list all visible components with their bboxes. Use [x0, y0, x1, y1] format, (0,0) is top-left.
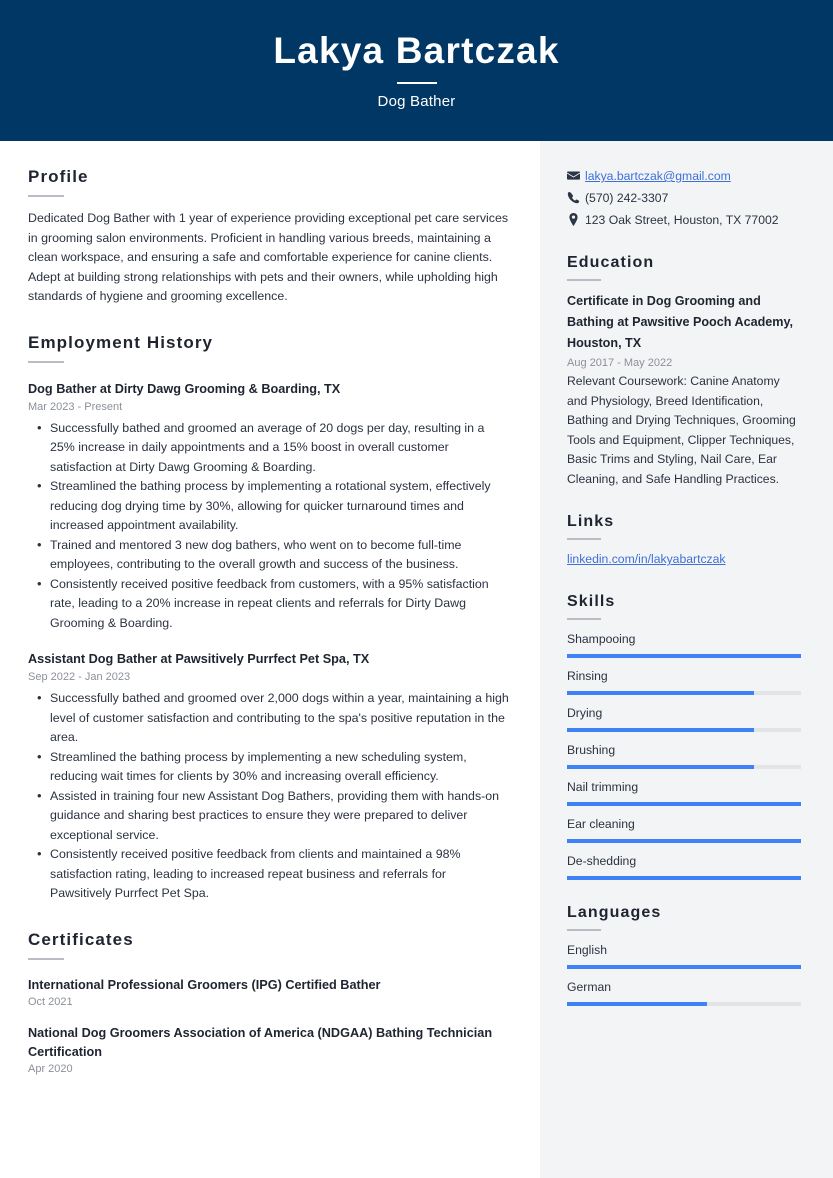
skill-bar-fill	[567, 765, 754, 769]
heading-rule	[567, 538, 601, 540]
heading-rule	[28, 361, 64, 363]
skill-item	[567, 704, 801, 732]
skill-bar-track	[567, 728, 801, 732]
main-column	[0, 141, 540, 1178]
job-bullet: • Consistently received positive feedback from customers, with a 95% satisfaction rate, leading to a 20% increase in repeat clients and referrals for Dirty Dawg Grooming & Boarding.	[28, 575, 510, 634]
profile-heading: Profile	[28, 167, 89, 186]
certificate-title: International Professional Groomers (IPG) Certified Bather	[28, 977, 381, 992]
heading-rule	[567, 929, 601, 931]
section-contact	[567, 167, 801, 230]
skill-bar-fill	[567, 691, 754, 695]
skill-label: Rinsing	[567, 669, 608, 683]
education-title: Certificate in Dog Grooming and Bathing at Pawsitive Pooch Academy, Houston, TX	[567, 294, 794, 350]
job-bullet: • Streamlined the bathing process by implementing a new scheduling system, reducing wait times for clients by 30% and increasing overall efficiency.	[28, 748, 510, 787]
section-employment-history	[28, 333, 510, 904]
job-bullet-list	[28, 419, 510, 634]
email-link[interactable]: lakya.bartczak@gmail.com	[585, 169, 731, 183]
skill-bar-track	[567, 802, 801, 806]
skill-label: Drying	[567, 706, 603, 720]
skill-item	[567, 667, 801, 695]
job-title: Dog Bather at Dirty Dawg Grooming & Boarding, TX	[28, 381, 341, 396]
skill-bar-fill	[567, 802, 801, 806]
heading-rule	[28, 958, 64, 960]
language-bar-fill	[567, 965, 801, 969]
job-entry	[28, 381, 510, 634]
heading-rule	[567, 279, 601, 281]
section-certificates	[28, 930, 510, 1075]
certificate-entry	[28, 1024, 510, 1075]
certificate-entry	[28, 976, 510, 1008]
skill-bar-fill	[567, 654, 801, 658]
skill-bar-track	[567, 765, 801, 769]
phone-number: (570) 242-3307	[585, 191, 669, 205]
job-bullet: • Successfully bathed and groomed an average of 20 dogs per day, resulting in a 25% increase in daily appointments and a 15% boost in overall customer satisfaction at Dirty Dawg Grooming & Boarding.	[28, 419, 510, 478]
skill-label: De-shedding	[567, 854, 637, 868]
skill-item	[567, 815, 801, 843]
section-languages	[567, 904, 801, 1006]
skill-bar-fill	[567, 728, 754, 732]
job-bullet: • Assisted in training four new Assistant Dog Bathers, providing them with hands-on guidance and sharing best practices to ensure they were prepared to deliver exceptional service.	[28, 787, 510, 846]
skill-bar-fill	[567, 876, 801, 880]
job-entry	[28, 651, 510, 904]
phone-icon	[567, 189, 585, 204]
envelope-icon	[567, 167, 585, 182]
certificate-title: National Dog Groomers Association of America (NDGAA) Bathing Technician Certification	[28, 1025, 493, 1059]
resume-body	[0, 141, 833, 1178]
certificates-heading: Certificates	[28, 929, 134, 949]
skill-bar-track	[567, 839, 801, 843]
contact-phone-row	[567, 189, 801, 208]
contact-email-row	[567, 167, 801, 186]
education-description: Relevant Coursework: Canine Anatomy and Physiology, Breed Identification, Bathing and Drying Techniques, Grooming Tools and Equipment, Clipper Techniques, Basic Trims and Styling, Nail Care, Ear Cleaning, and Safe Handling Practices.	[567, 374, 796, 486]
employment-heading: Employment History	[28, 332, 214, 352]
job-bullet: • Trained and mentored 3 new dog bathers, who went on to become full-time employees, contributing to the overall growth and success of the business.	[28, 536, 510, 575]
resume-header	[0, 0, 833, 141]
links-heading: Links	[567, 513, 615, 530]
skill-label: Shampooing	[567, 632, 636, 646]
section-profile	[28, 167, 510, 307]
job-date: Sep 2022 - Jan 2023	[28, 671, 131, 683]
contact-address-row	[567, 211, 801, 230]
language-label: German	[567, 980, 612, 994]
linkedin-link[interactable]: linkedin.com/in/lakyabartczak	[567, 552, 726, 566]
language-bar-fill	[567, 1002, 707, 1006]
skills-heading: Skills	[567, 593, 616, 610]
language-item	[567, 978, 801, 1006]
job-bullet: • Successfully bathed and groomed over 2,000 dogs within a year, maintaining a high level of customer satisfaction and contributing to the spa's positive reputation in the area.	[28, 689, 510, 748]
skill-bar-track	[567, 691, 801, 695]
skill-label: Nail trimming	[567, 780, 639, 794]
heading-rule	[567, 618, 601, 620]
job-bullet: • Streamlined the bathing process by implementing a rotational system, effectively reducing dog drying time by 30%, allowing for quicker turnaround times and increased appointment availability.	[28, 477, 510, 536]
certificate-date: Oct 2021	[28, 995, 73, 1008]
skill-item	[567, 741, 801, 769]
job-bullet: • Consistently received positive feedback from clients and maintained a 98% satisfaction rating, leading to increased repeat business and referrals for Pawsitively Purrfect Pet Spa.	[28, 845, 510, 904]
skill-item	[567, 778, 801, 806]
certificate-date: Apr 2020	[28, 1062, 73, 1075]
language-bar-track	[567, 965, 801, 969]
profile-text: Dedicated Dog Bather with 1 year of experience providing exceptional pet care services in grooming salon environments. Proficient in handling various breeds, maintaining a clean workspace, and ensuring a safe and comfortable experience for canine clients. Adept at building strong relationships with pets and their owners, while upholding high standards of hygiene and grooming excellence.	[28, 211, 509, 303]
skill-item	[567, 852, 801, 880]
section-education	[567, 254, 801, 489]
skill-label: Brushing	[567, 743, 616, 757]
candidate-name: Lakya Bartczak	[273, 30, 560, 72]
job-date: Mar 2023 - Present	[28, 400, 123, 413]
education-heading: Education	[567, 254, 655, 271]
skill-label: Ear cleaning	[567, 817, 635, 831]
skill-item	[567, 630, 801, 658]
section-skills	[567, 593, 801, 880]
address-text: 123 Oak Street, Houston, TX 77002	[585, 213, 779, 227]
sidebar-column	[540, 141, 833, 1178]
candidate-job-title: Dog Bather	[377, 92, 456, 110]
education-date: Aug 2017 - May 2022	[567, 357, 673, 369]
skill-bar-track	[567, 654, 801, 658]
language-label: English	[567, 943, 607, 957]
header-divider	[397, 82, 437, 84]
language-bar-track	[567, 1002, 801, 1006]
heading-rule	[28, 195, 64, 197]
section-links	[567, 513, 801, 569]
job-bullet-list	[28, 689, 510, 904]
language-item	[567, 941, 801, 969]
map-pin-icon	[567, 211, 585, 226]
job-title: Assistant Dog Bather at Pawsitively Purrfect Pet Spa, TX	[28, 652, 370, 666]
languages-heading: Languages	[567, 904, 662, 921]
skill-bar-fill	[567, 839, 801, 843]
skill-bar-track	[567, 876, 801, 880]
